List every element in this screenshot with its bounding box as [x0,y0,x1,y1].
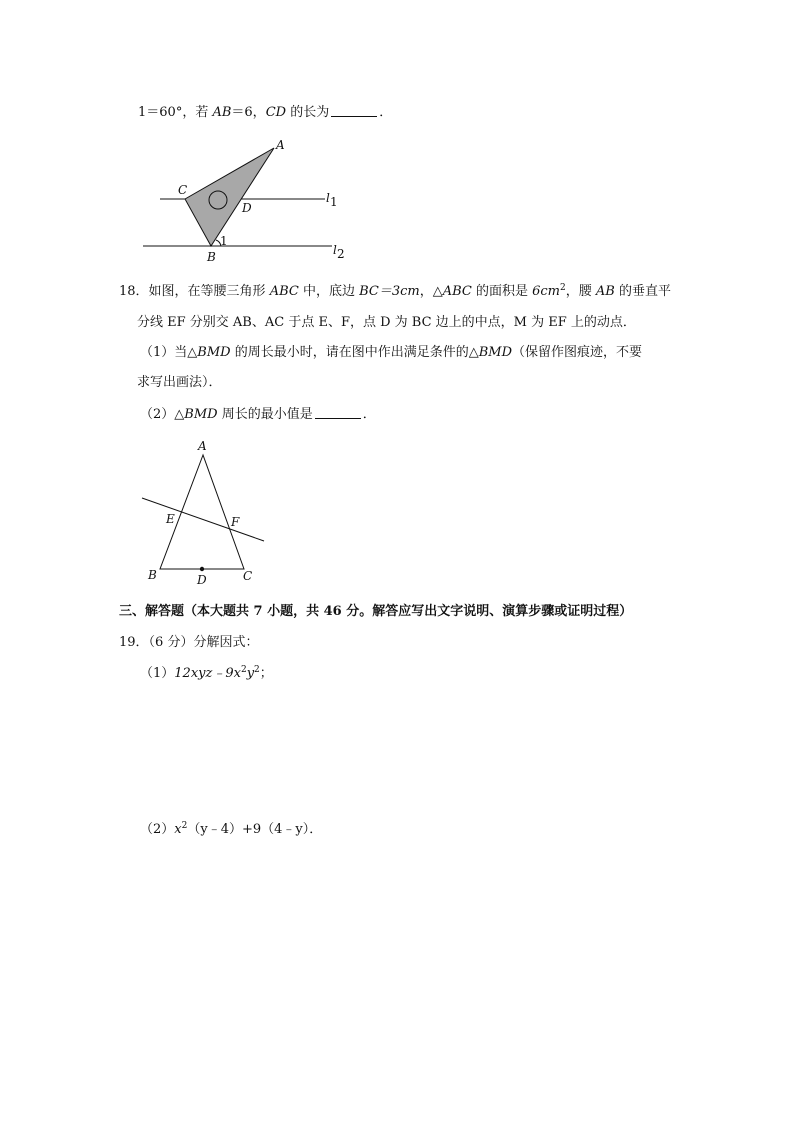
label-A: A [198,439,207,453]
q18-part1-line1: （1）当△BMD 的周长最小时，请在图中作出满足条件的△BMD（保留作图痕迹，不要 [140,345,643,360]
label-C: C [243,569,253,583]
label-F: F [231,515,240,529]
q19-part1: $(1)12xyz﹣9x^2y^2$； [140,665,273,681]
section3-title: 三、解答题（本大题共 7 小题，共 46 分。解答应写出文字说明、演算步骤或证明过程） [119,604,633,619]
label-B: B [207,250,216,264]
label-l2: l [333,243,337,257]
q18-part1-line2: 求写出画法）． [137,375,222,390]
q19-part2: $(2)x^2(y﹣4)+9(4﹣y)$． [140,821,323,837]
q18-part2: （2）△BMD 周长的最小值是 ． [140,407,376,422]
q17-tail-text: 1＝60°，若 AB＝6，CD 的长为 ． [138,105,393,120]
q18-line1: 18．如图，在等腰三角形 ABC 中，底边 BC＝3cm，△ABC 的面积是 $6cm^2$，腰 AB 的垂直平 [119,283,671,299]
q18-line2: 分线 EF 分别交 AB、AC 于点 E、F，点 D 为 BC 边上的中点，M 为 EF 上的动点． [137,315,636,330]
label-D: D [197,573,207,587]
label-angle-1: 1 [220,234,228,248]
label-l1-sub: 1 [330,195,338,209]
label-l2-sub: 2 [337,247,345,261]
point-d [200,567,204,571]
label-l1: l [326,191,330,205]
q19-head: 19．（6 分）分解因式： [119,635,259,650]
label-B: B [148,568,157,582]
line-ef [142,498,264,541]
label-A: A [276,138,285,152]
label-D: D [242,201,252,215]
label-E: E [166,512,175,526]
label-C: C [178,183,188,197]
